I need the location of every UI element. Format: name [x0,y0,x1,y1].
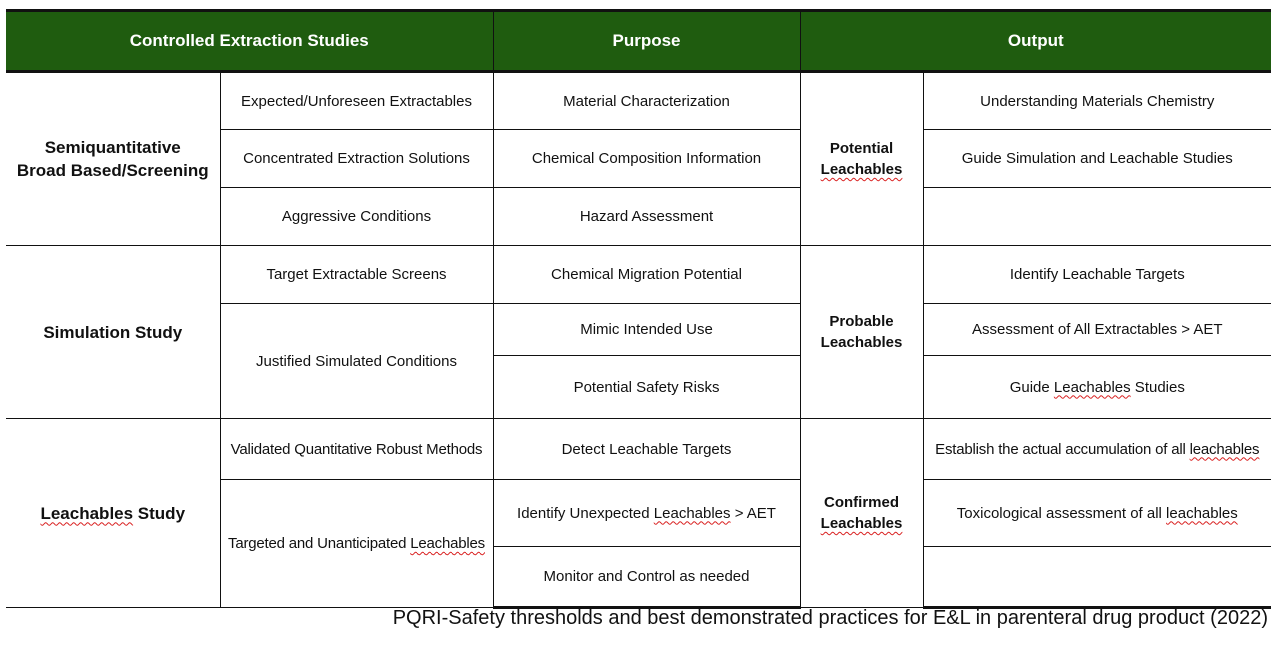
extraction-item: Aggressive Conditions [220,188,493,246]
output-cell: Establish the actual accumulation of all leachables [923,419,1271,480]
purpose-cell: Monitor and Control as needed [493,547,800,608]
extraction-item: Targeted and Unanticipated Leachables [220,480,493,608]
purpose-cell: Potential Safety Risks [493,356,800,419]
purpose-cell: Identify Unexpected Leachables > AET [493,480,800,547]
header-controlled-extraction-studies: Controlled Extraction Studies [6,11,493,72]
output-cell: Toxicological assessment of all leachables [923,480,1271,547]
extraction-item: Target Extractable Screens [220,246,493,304]
extraction-item: Concentrated Extraction Solutions [220,130,493,188]
table-header-row [6,11,1271,72]
output-cell [923,188,1271,246]
output-cell: Guide Simulation and Leachable Studies [923,130,1271,188]
output-cell [923,547,1271,608]
table-row [6,246,1271,304]
purpose-cell: Material Characterization [493,72,800,130]
extraction-item: Justified Simulated Conditions [220,304,493,419]
table-row [6,72,1271,130]
purpose-cell: Mimic Intended Use [493,304,800,356]
header-purpose: Purpose [493,11,800,72]
section-name-simulation-study: Simulation Study [6,246,220,419]
extraction-studies-table [6,9,1271,609]
extraction-item: Validated Quantitative Robust Methods [220,419,493,480]
output-cell: Understanding Materials Chemistry [923,72,1271,130]
section-name-semiquantitative: Semiquantitative Broad Based/Screening [6,72,220,246]
purpose-cell: Hazard Assessment [493,188,800,246]
output-cell: Guide Leachables Studies [923,356,1271,419]
table-row [6,419,1271,480]
leachable-level-confirmed: Confirmed Leachables [800,419,923,608]
purpose-cell: Chemical Migration Potential [493,246,800,304]
purpose-cell: Detect Leachable Targets [493,419,800,480]
leachable-level-potential: Potential Leachables [800,72,923,246]
output-cell: Identify Leachable Targets [923,246,1271,304]
header-output: Output [800,11,1271,72]
source-caption: PQRI-Safety thresholds and best demonstrated practices for E&L in parenteral drug product (2022) [392,607,1268,629]
extraction-item: Expected/Unforeseen Extractables [220,72,493,130]
purpose-cell: Chemical Composition Information [493,130,800,188]
output-cell: Assessment of All Extractables > AET [923,304,1271,356]
leachable-level-probable: Probable Leachables [800,246,923,419]
section-name-leachables-study: Leachables Study [6,419,220,608]
